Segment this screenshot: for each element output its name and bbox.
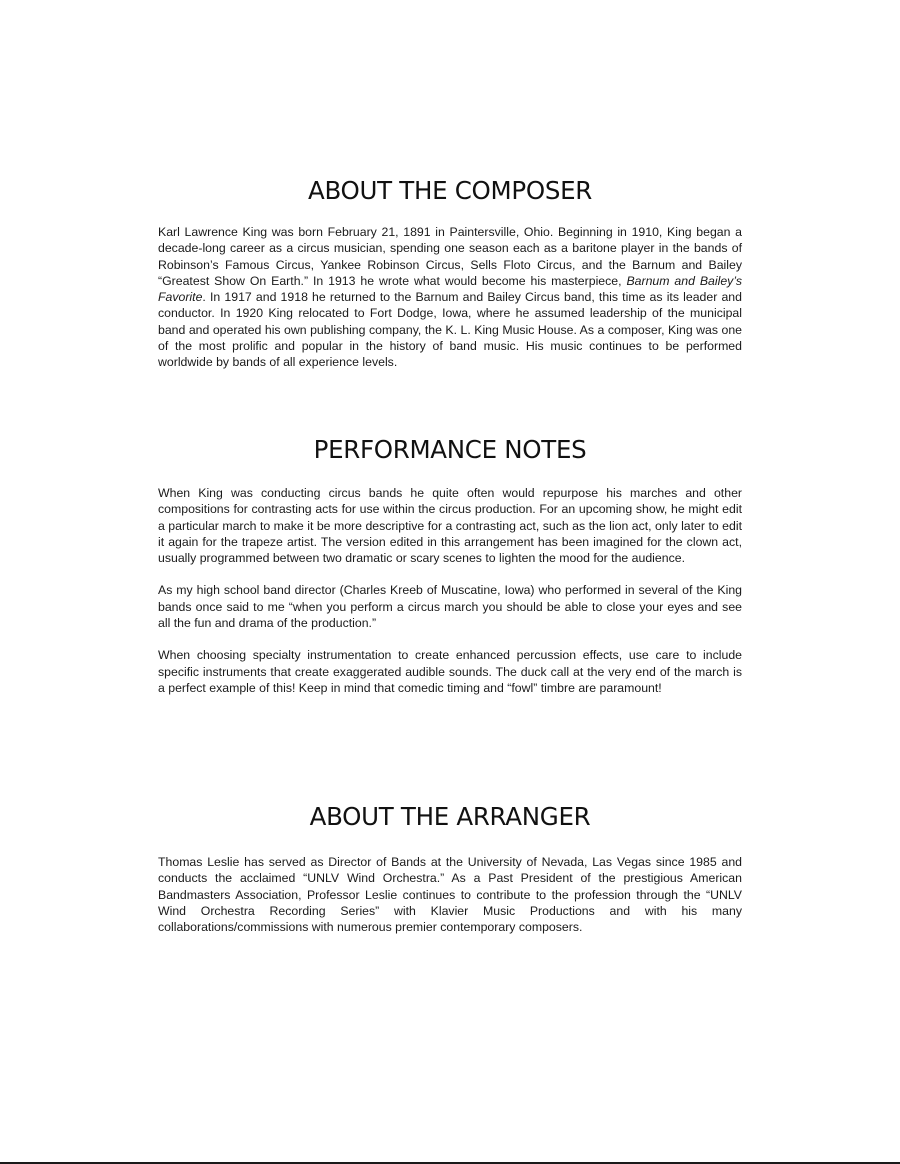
about-the-arranger-section <box>158 802 742 935</box>
performance-notes-section <box>158 435 742 696</box>
composer-biography-paragraph <box>158 224 742 371</box>
composer-masterpiece-title: Barnum and Bailey’s Favorite <box>158 273 742 305</box>
about-the-composer-section <box>158 176 742 371</box>
performance-notes-paragraph: When King was conducting circus bands he quite often would repurpose his marches and other compositions for contrasting acts for use within the circus production. For an upcoming show, he might edit a particular march to make it be more descriptive for a contrasting act, such as the lion act, only later to edit it again for the trapeze artist. The version edited in this arrangement has been imagined for the clown act, usually programmed between two dramatic or scary scenes to lighten the mood for the audience. <box>158 486 742 566</box>
composer-heading: ABOUT THE COMPOSER <box>307 176 592 205</box>
performance-notes-paragraph: As my high school band director (Charles Kreeb of Muscatine, Iowa) who performed in several of the King bands once said to me “when you perform a circus march you should be able to close your eyes and see all the fun and drama of the production.” <box>158 583 742 631</box>
performance-notes-heading: PERFORMANCE NOTES <box>313 435 587 464</box>
performance-notes-paragraph: When choosing specialty instrumentation to create enhanced percussion effects, use care to include specific instruments that create exaggerated audible sounds. The duck call at the very end of the march is a perfect example of this! Keep in mind that comedic timing and “fowl” timbre are paramount! <box>158 648 742 695</box>
arranger-heading: ABOUT THE ARRANGER <box>309 802 591 831</box>
composer-bio-text-part-2: . In 1917 and 1918 he returned to the Barnum and Bailey Circus band, this time as its leader and conductor. In 1920 King relocated to Fort Dodge, Iowa, where he assumed leadership of the municipal band and operated his own publishing company, the K. L. King Music House. As a composer, King was one of the most prolific and popular in the history of band music. His music continues to be performed worldwide by bands of all experience levels. <box>158 290 742 370</box>
composer-bio-text-part-1: Karl Lawrence King was born February 21, 1891 in Paintersville, Ohio. Beginning in 1910, King began a decade-long career as a circus musician, spending one season each as a baritone player in the bands of Robinson’s Famous Circus, Yankee Robinson Circus, Sells Floto Circus, and the Barnum and Bailey “Greatest Show On Earth.” In 1913 he wrote what would become his masterpiece, <box>158 225 742 288</box>
arranger-biography-paragraph: Thomas Leslie has served as Director of Bands at the University of Nevada, Las Vegas since 1985 and conducts the acclaimed “UNLV Wind Orchestra.” As a Past President of the prestigious American Bandmasters Association, Professor Leslie continues to contribute to the profession through the “UNLV Wind Orchestra Recording Series” with Klavier Music Productions and with his many collaborations/commissions with numerous premier contemporary composers. <box>158 855 742 935</box>
